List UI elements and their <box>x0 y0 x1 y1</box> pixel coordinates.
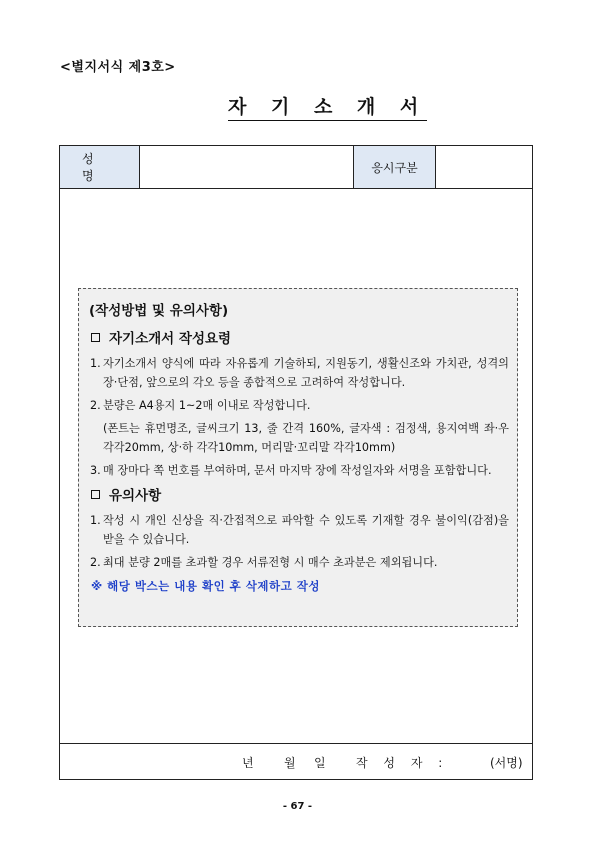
item-number: 2. <box>90 399 101 412</box>
signature-label[interactable]: (서명) <box>490 756 523 770</box>
page-number: - 67 - <box>282 801 313 812</box>
list-item <box>90 511 509 549</box>
self-introduction-form <box>59 145 533 780</box>
format-note: (폰트는 휴먼명조, 글씨크기 13, 줄 간격 160%, 글자색 : 검정색, 용지여백 좌·우 각각20mm, 상·하 각각10mm, 머리말·꼬리말 각각10mm) <box>103 422 509 454</box>
list-item <box>90 396 509 415</box>
instructions-box <box>78 288 518 627</box>
item-text: 매 장마다 쪽 번호를 부여하며, 문서 마지막 장에 작성일자와 서명을 포함합니다. <box>103 464 492 477</box>
section-heading-label: 유의사항 <box>109 488 162 504</box>
month-label: 월 <box>284 756 296 770</box>
item-number: 1. <box>90 357 101 370</box>
item-number: 1. <box>90 514 101 527</box>
document-title: 자 기 소 개 서 <box>228 92 427 121</box>
list-item <box>90 354 509 392</box>
form-number: <별지서식 제3호> <box>60 60 176 75</box>
item-text: 자기소개서 양식에 따라 자유롭게 기술하되, 지원동기, 생활신조와 가치관, 성격의 장·단점, 앞으로의 각오 등을 종합적으로 고려하여 작성합니다. <box>103 357 509 389</box>
checkbox-bullet-icon <box>91 490 100 499</box>
writer-label: 작 성 자 : <box>356 756 449 770</box>
section-heading-writing-guide <box>89 327 509 347</box>
delete-box-warning: ※ 해당 박스는 내용 확인 후 삭제하고 작성 <box>91 579 320 593</box>
year-label: 년 <box>242 756 254 770</box>
signature-row <box>60 743 532 779</box>
item-text: 분량은 A4용지 1~2매 이내로 작성합니다. <box>103 399 311 412</box>
application-category-field[interactable] <box>436 146 532 188</box>
item-number: 2. <box>90 556 101 569</box>
name-label: 성 명 <box>60 146 140 188</box>
day-label: 일 <box>314 756 326 770</box>
instructions-title: (작성방법 및 유의사항) <box>89 303 229 319</box>
item-text: 작성 시 개인 신상을 직·간접적으로 파악할 수 있도록 기재할 경우 불이익(감점)을 받을 수 있습니다. <box>103 514 509 546</box>
section-heading-precautions <box>89 484 509 504</box>
list-item <box>90 461 509 480</box>
checkbox-bullet-icon <box>91 333 100 342</box>
applicant-info-row <box>60 146 532 189</box>
application-category-label: 응시구분 <box>354 146 436 188</box>
item-text: 최대 분량 2매를 초과할 경우 서류전형 시 매수 초과분은 제외됩니다. <box>103 556 438 569</box>
item-number: 3. <box>90 464 101 477</box>
section-heading-label: 자기소개서 작성요령 <box>109 331 232 347</box>
name-field[interactable] <box>140 146 354 188</box>
list-item <box>90 553 509 572</box>
